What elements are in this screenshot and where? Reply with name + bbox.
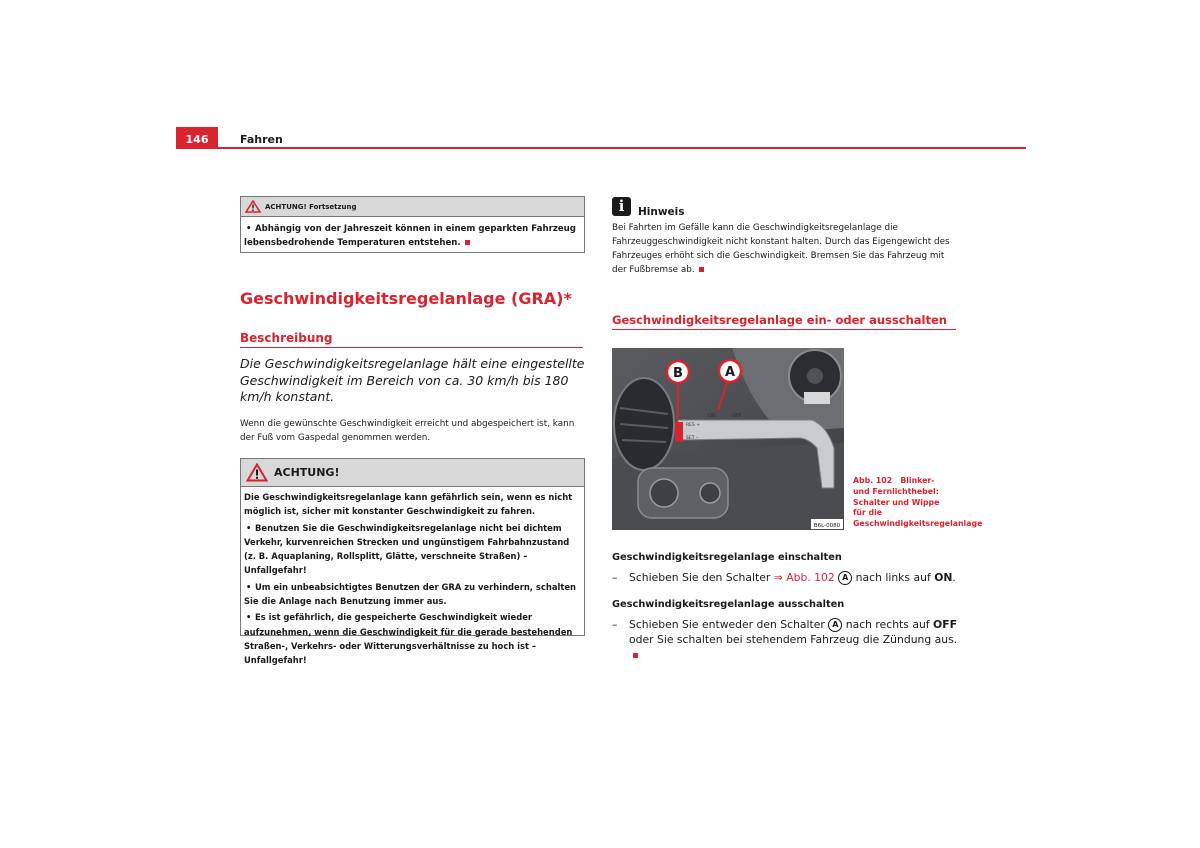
main-heading: Geschwindigkeitsregelanlage (GRA)* — [240, 289, 572, 308]
info-icon: i — [612, 197, 631, 216]
header-title: Fahren — [240, 133, 283, 146]
callout-a-label: A — [724, 365, 736, 380]
body-paragraph: Wenn die gewünschte Geschwindigkeit erreicht und abgespeichert ist, kann der Fuß vom Gaspedal genommen werden. — [240, 419, 575, 443]
warning-bullet: • Es ist gefährlich, die gespeicherte Geschwindigkeit wieder aufzunehmen, wenn die Geschwindigkeit für die gerade bestehenden Straßen-, Verkehrs- oder Witterungsverhältnisse zu hoch ist – Unfallgefahr! — [244, 612, 573, 666]
warning-continued-header — [241, 197, 584, 217]
callout-b-label: B — [673, 366, 683, 381]
hinweis-title: Hinweis — [638, 206, 685, 218]
warning-continued-bullet: • Abhängig von der Jahreszeit können in einem geparkten Fahrzeug lebensbedrohende Temperaturen entstehen. — [244, 224, 576, 248]
hinweis-text: Bei Fahrten im Gefälle kann die Geschwindigkeitsregelanlage die Fahrzeuggeschwindigkeit nicht konstant halten. Durch das Eigengewicht des Fahrzeuges erhöht sich die Geschwindigkeit. Bremsen Sie das Fahrzeug mit der Fußbremse ab. — [612, 223, 950, 275]
switch-a-marker: A — [838, 571, 852, 585]
einschalten-heading: Geschwindigkeitsregelanlage einschalten — [612, 552, 842, 563]
ausschalten-step: – Schieben Sie entweder den Schalter A nach rechts auf OFF oder Sie schalten bei stehendem Fahrzeug die Zündung aus. — [612, 617, 962, 662]
warning-icon — [245, 200, 261, 213]
label-on: ON — [708, 413, 716, 419]
page-number: 146 — [176, 127, 218, 148]
sub-heading: Geschwindigkeitsregelanlage ein- oder ausschalten — [612, 313, 956, 330]
steering-stalk-figure — [612, 348, 844, 530]
warning-title: ACHTUNG! — [274, 466, 340, 479]
warning-continued-title: ACHTUNG! Fortsetzung — [265, 202, 357, 211]
intro-text: Die Geschwindigkeitsregelanlage hält eine eingestellte Geschwindigkeit im Bereich von ca. 30 km/h bis 180 km/h konstant. — [240, 356, 585, 404]
einschalten-step: – Schieben Sie den Schalter ⇒ Abb. 102 A nach links auf ON. — [612, 571, 956, 584]
end-marker — [633, 653, 638, 658]
header-rule — [176, 147, 1026, 149]
end-marker — [699, 267, 704, 272]
section-heading: Beschreibung — [240, 331, 583, 348]
warning-icon — [246, 463, 268, 482]
label-off: OFF — [732, 413, 742, 419]
warning-bullet: • Um ein unbeabsichtigtes Benutzen der GRA zu verhindern, schalten Sie die Anlage nach Benutzung immer aus. — [244, 581, 576, 607]
warning-continued-box — [240, 196, 585, 253]
label-res: RES + — [686, 423, 701, 428]
label-set: SET – — [686, 436, 699, 441]
figure-reference-link[interactable]: ⇒ Abb. 102 — [773, 571, 835, 584]
warning-intro: Die Geschwindigkeitsregelanlage kann gefährlich sein, wenn es nicht möglich ist, sicher mit konstanter Geschwindigkeit zu fahren. — [244, 492, 573, 517]
figure-code: B6L-0080 — [813, 523, 841, 529]
figure-caption: Abb. 102 Blinker- und Fernlichthebel: Schalter und Wippe für die Geschwindigkeitsregelanlage — [853, 476, 983, 529]
end-marker — [465, 240, 470, 245]
warning-header — [241, 459, 584, 487]
cruise-rocker — [675, 422, 683, 442]
switch-a-marker: A — [828, 618, 842, 632]
ausschalten-heading: Geschwindigkeitsregelanlage ausschalten — [612, 599, 845, 610]
warning-bullet: • Benutzen Sie die Geschwindigkeitsregelanlage nicht bei dichtem Verkehr, kurvenreichen Strecken und ungünstigem Fahrbahnzustand (z. B. Aquaplaning, Rollsplitt, Glätte, verschneite Straßen) – Unfallgefahr! — [244, 522, 570, 576]
warning-box — [240, 458, 585, 666]
